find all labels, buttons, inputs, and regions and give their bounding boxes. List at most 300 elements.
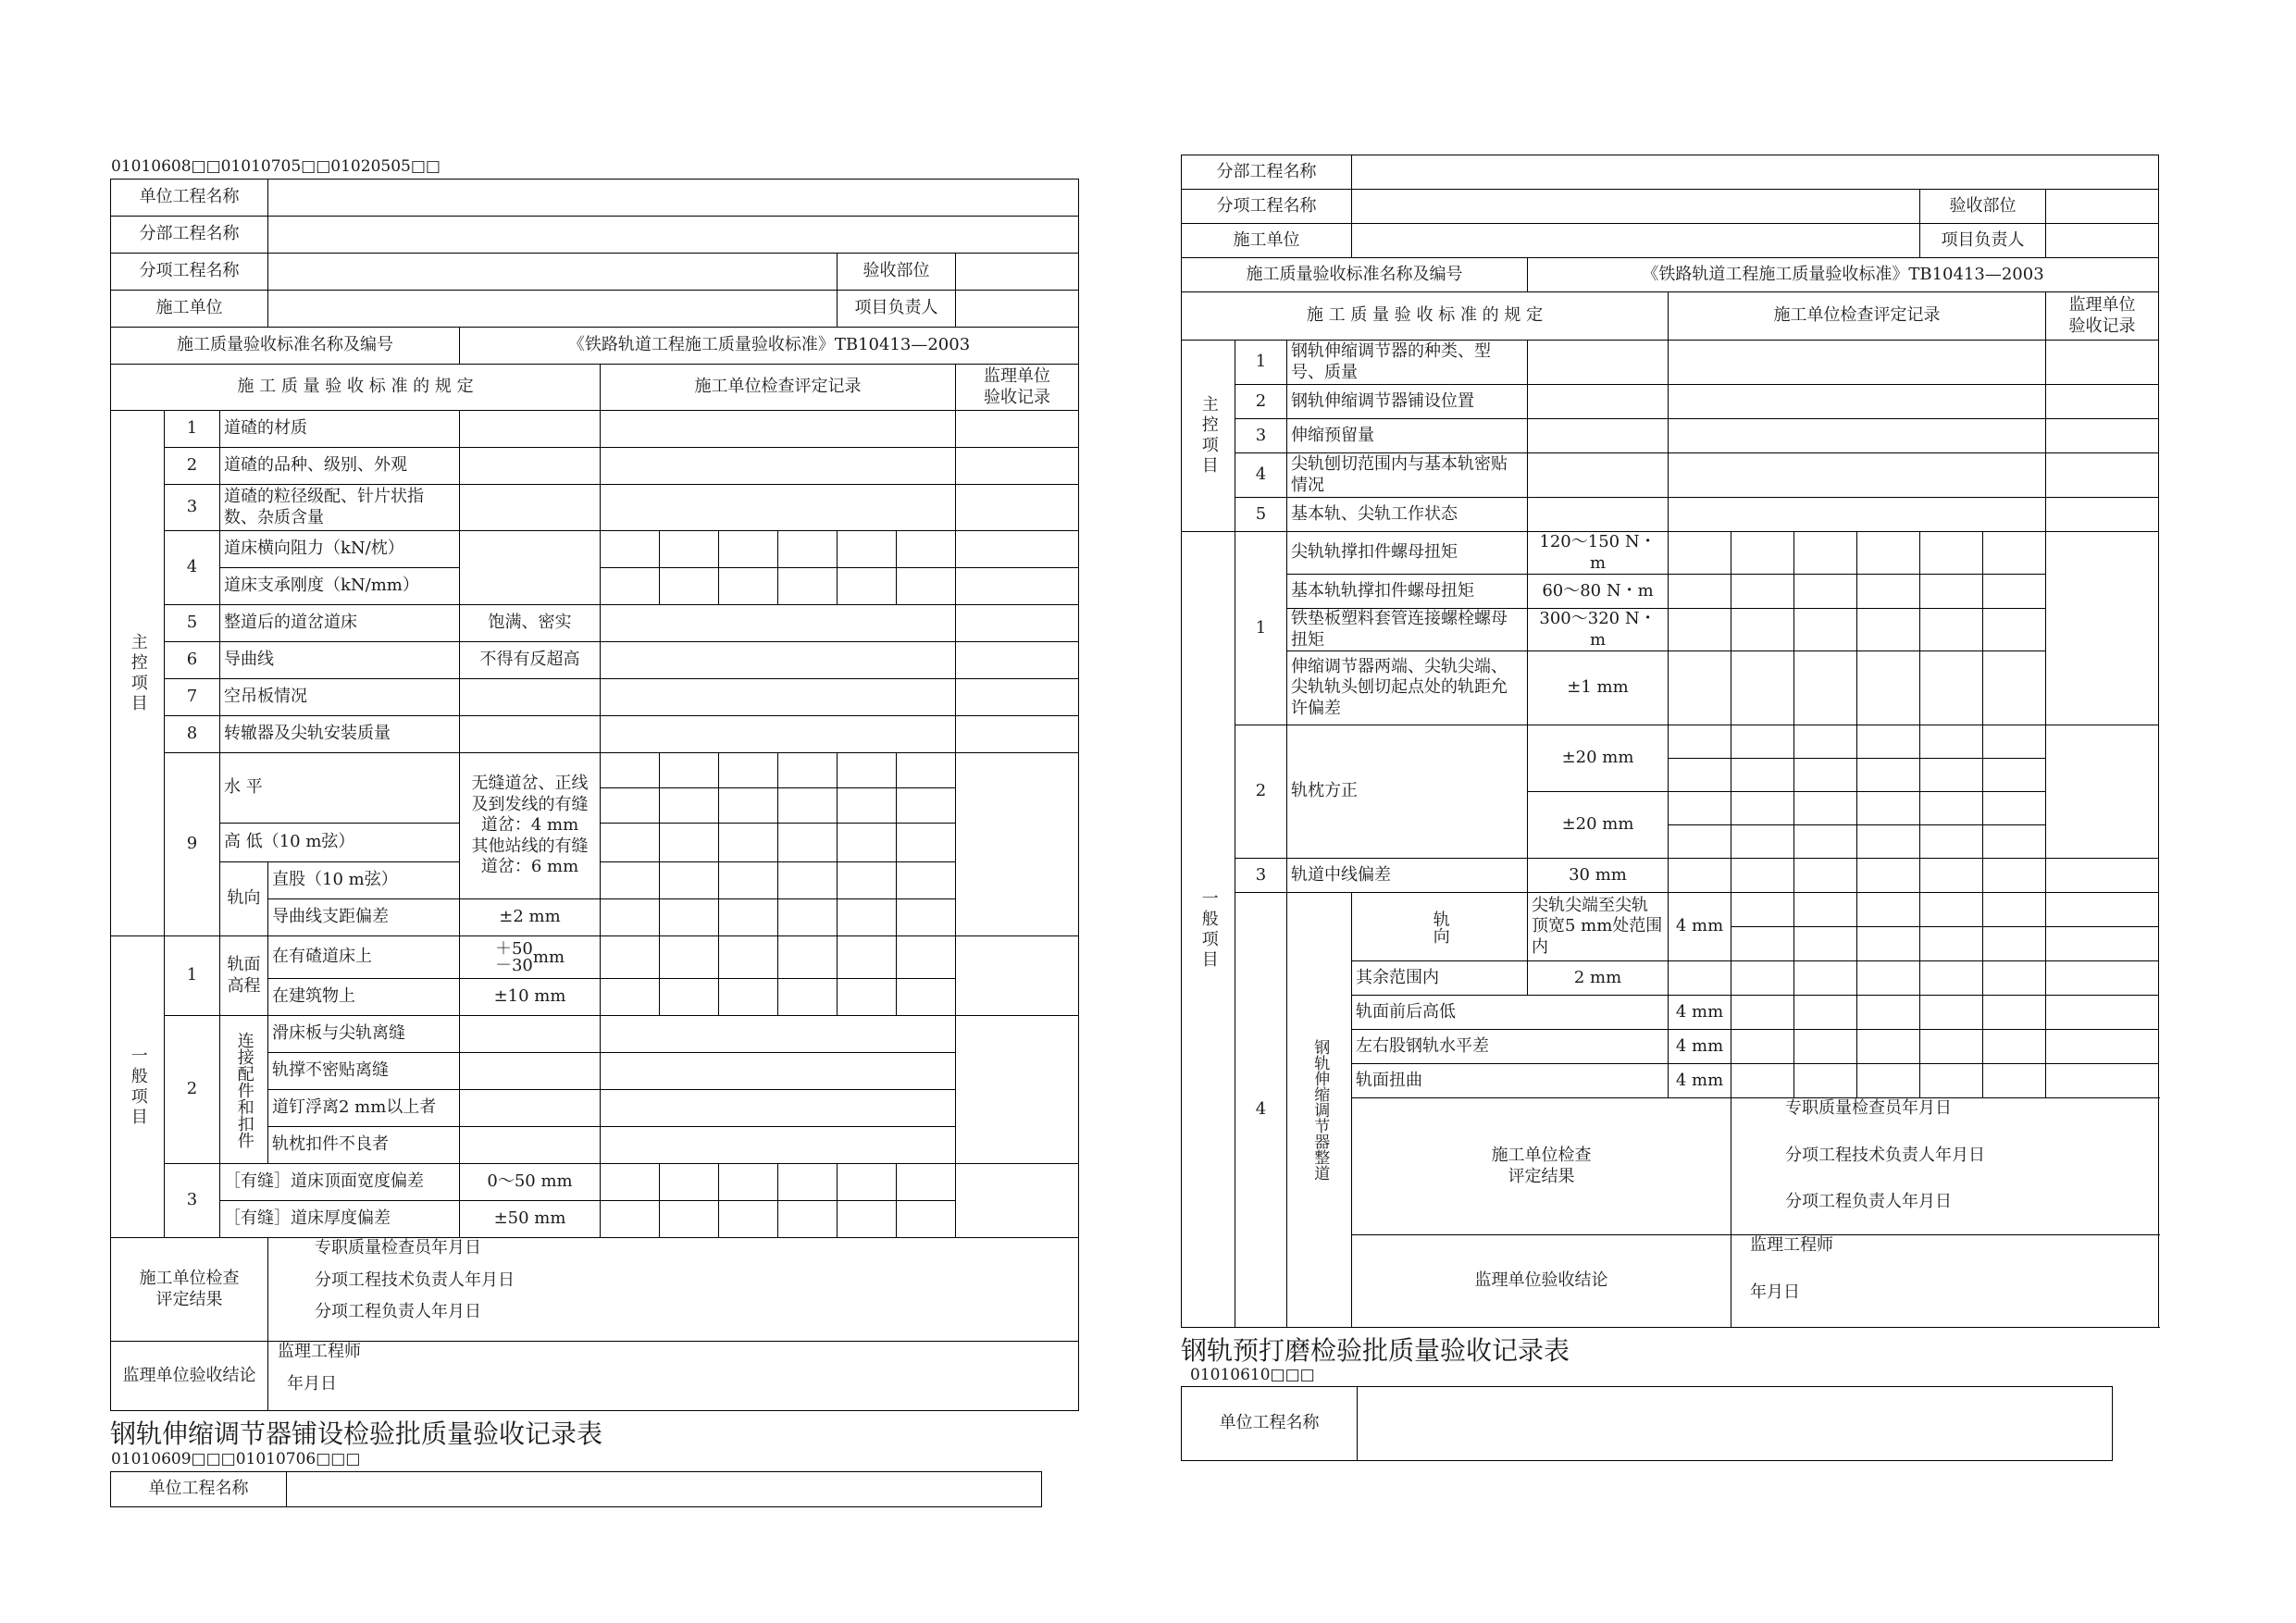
item-name: 空吊板情况 [220,679,460,716]
item-tolerance: 60～80 N・m [1528,575,1669,609]
project-manager-value[interactable] [2046,224,2159,258]
check-cell[interactable] [1669,532,1731,575]
project-manager-label: 项目负责人 [838,291,956,328]
check-cell[interactable] [1669,825,1731,859]
supervisor-cell[interactable] [956,1164,1079,1238]
item-name: 轨撑不密贴离缝 [268,1053,460,1090]
main-control-label: 主控项目 [1182,341,1235,532]
construction-unit-value[interactable] [268,291,838,328]
item-name: 转辙器及尖轨安装质量 [220,716,460,753]
supervisor-header: 监理单位 验收记录 [2046,292,2159,341]
check-cell[interactable] [1983,859,2046,893]
check-cell[interactable] [2046,893,2159,927]
gen4-group [1287,893,1352,1328]
group-label: 轨面高程 [220,936,268,1016]
check-cell[interactable] [1731,759,1794,792]
check-cell[interactable] [1920,893,1983,927]
item-name: 滑床板与尖轨离缝 [268,1016,460,1053]
item-name: 导曲线 [220,642,460,679]
inspection-part-value[interactable] [956,254,1079,291]
spec-header: 施 工 质 量 验 收 标 准 的 规 定 [1182,292,1669,341]
supervisor-cell[interactable] [2046,419,2159,453]
check-cell[interactable] [601,1164,660,1201]
supervisor-cell[interactable] [956,936,1079,1016]
check-cell[interactable] [1857,792,1920,825]
check-cell[interactable] [1731,609,1794,651]
division-project-value[interactable] [268,217,1079,254]
item-no: 1 [165,411,220,448]
check-cell[interactable] [1857,825,1920,859]
check-cell[interactable] [601,642,956,679]
item-tolerance: 4 mm [1669,1030,1731,1064]
check-cell[interactable] [1920,961,1983,996]
check-cell[interactable] [1669,759,1731,792]
check-cell[interactable] [1731,1064,1794,1098]
check-cell[interactable] [660,1164,719,1201]
check-cell[interactable] [1669,453,2046,498]
item-tolerance: ±2 mm [460,899,601,936]
group-label: 钢轨伸缩调节器整道 [1310,1039,1330,1181]
check-cell[interactable] [1983,759,2046,792]
check-cell[interactable] [2046,927,2159,961]
check-cell[interactable] [778,753,838,788]
check-cell[interactable] [1669,651,1731,725]
item-name: 伸缩预留量 [1287,419,1528,453]
check-cell[interactable] [1731,725,1794,759]
check-cell[interactable] [1920,927,1983,961]
check-cell[interactable] [778,1164,838,1201]
check-cell[interactable] [660,824,719,862]
check-cell[interactable] [601,531,660,568]
check-cell[interactable] [719,753,778,788]
item-name: 轨面扭曲 [1352,1064,1669,1098]
check-cell[interactable] [1731,825,1794,859]
check-cell[interactable] [1920,1030,1983,1064]
check-cell[interactable] [601,679,956,716]
item-name: 基本轨、尖轨工作状态 [1287,498,1528,532]
item-name: ［有缝］道床厚度偏差 [220,1201,460,1238]
check-cell[interactable] [838,979,897,1016]
item-no: 6 [165,642,220,679]
check-cell[interactable] [719,936,778,979]
check-cell[interactable] [838,936,897,979]
check-cell[interactable] [1794,725,1857,759]
check-cell[interactable] [601,605,956,642]
check-cell[interactable] [601,1053,956,1090]
check-cell[interactable] [1731,651,1794,725]
check-cell[interactable] [1920,651,1983,725]
check-cell[interactable] [1857,609,1920,651]
check-cell[interactable] [897,936,956,979]
item-lead-line: 分项工程负责人年月日 [315,1302,481,1321]
check-cell[interactable] [601,448,956,485]
check-cell[interactable] [2046,1030,2159,1064]
check-cell[interactable] [1731,996,1794,1030]
item-name: 在有碴道床上 [268,936,460,979]
check-cell[interactable] [1731,1030,1794,1064]
item-name: 在建筑物上 [268,979,460,1016]
supervisor-cell[interactable] [956,411,1079,448]
standard-value: 《铁路轨道工程施工质量验收标准》TB10413—2003 [1528,258,2159,292]
next-form-code: 01010609□□□01010706□□□ [111,1450,361,1468]
item-tolerance: ±10 mm [460,979,601,1016]
supervisor-cell[interactable] [956,448,1079,485]
item-name: 道碴的粒径级配、针片状指数、杂质含量 [220,485,460,531]
check-cell[interactable] [719,1164,778,1201]
item-name: 道床横向阻力（kN/枕） [220,531,460,568]
right-next-table [1181,1386,2113,1461]
check-cell[interactable] [778,899,838,936]
check-cell[interactable] [897,979,956,1016]
item-name: 轨枕扣件不良者 [268,1127,460,1164]
supervisor-cell[interactable] [956,642,1079,679]
check-cell[interactable] [897,753,956,788]
supervisor-cell[interactable] [956,1016,1079,1164]
check-cell[interactable] [897,824,956,862]
check-cell[interactable] [1669,341,2046,385]
item-no: 9 [165,753,220,936]
check-cell[interactable] [1983,1064,2046,1098]
check-cell[interactable] [601,716,956,753]
check-cell[interactable] [660,753,719,788]
result-signatures[interactable] [1731,1098,2159,1235]
check-cell[interactable] [601,1016,956,1053]
check-cell[interactable] [1669,725,1731,759]
item-no: 2 [165,1016,220,1164]
check-cell[interactable] [1857,1064,1920,1098]
check-cell[interactable] [1731,532,1794,575]
inspection-part-label: 验收部位 [1920,190,2046,224]
item-name: 直股（10 m弦） [268,862,460,899]
check-cell[interactable] [601,862,660,899]
check-cell[interactable] [1794,609,1857,651]
check-cell[interactable] [1920,792,1983,825]
check-cell[interactable] [1920,575,1983,609]
tech-lead-line: 分项工程技术负责人年月日 [1785,1145,1985,1165]
right-acceptance-table [1181,155,2159,1328]
supervisor-cell[interactable] [956,716,1079,753]
check-cell[interactable] [897,1164,956,1201]
check-cell[interactable] [778,824,838,862]
check-cell[interactable] [1920,759,1983,792]
inspection-part-label: 验收部位 [838,254,956,291]
check-cell[interactable] [1669,792,1731,825]
check-cell[interactable] [1794,893,1857,927]
check-cell[interactable] [1983,927,2046,961]
item-name: 水 平 [220,753,460,824]
item-no: 8 [165,716,220,753]
check-cell[interactable] [660,979,719,1016]
item-tolerance: 4 mm [1669,893,1731,961]
item-no: 1 [165,936,220,1016]
check-cell[interactable] [1983,996,2046,1030]
supervisor-cell[interactable] [956,605,1079,642]
check-cell[interactable] [838,1201,897,1238]
check-cell[interactable] [1983,961,2046,996]
item-tolerance: 无缝道岔、正线及到发线的有缝道岔：4 mm 其他站线的有缝道岔：6 mm [460,753,601,899]
item-name: 其余范围内 [1352,961,1528,996]
check-cell[interactable] [1920,532,1983,575]
item-no: 3 [1235,859,1287,893]
project-manager-value[interactable] [956,291,1079,328]
group-label: 连接配件和扣件 [220,1016,268,1164]
supervisor-cell[interactable] [956,531,1079,568]
check-cell[interactable] [719,788,778,824]
item-name: 高 低（10 m弦） [220,824,460,862]
check-cell[interactable] [1857,725,1920,759]
item-tolerance: 0～50 mm [460,1164,601,1201]
check-cell[interactable] [601,411,956,448]
item-name: 尖轨刨切范围内与基本轨密贴情况 [1287,453,1528,498]
check-cell[interactable] [1794,859,1857,893]
supervisor-label: 监理单位验收结论 [111,1342,268,1411]
check-cell[interactable] [1794,792,1857,825]
construction-unit-value[interactable] [1352,224,1920,258]
check-cell[interactable] [1794,651,1857,725]
item-project-label: 分项工程名称 [111,254,268,291]
unit-project-value[interactable] [1358,1387,2113,1461]
check-cell[interactable] [778,862,838,899]
check-cell[interactable] [1794,1030,1857,1064]
supervisor-cell[interactable] [956,753,1079,936]
supervisor-cell[interactable] [2046,498,2159,532]
check-cell[interactable] [1857,532,1920,575]
check-cell[interactable] [1983,725,2046,759]
check-cell[interactable] [838,1164,897,1201]
general-label: 一般项目 [1182,532,1235,1328]
check-cell[interactable] [1857,859,1920,893]
result-signatures[interactable] [268,1238,1079,1342]
check-cell[interactable] [1857,996,1920,1030]
check-cell[interactable] [897,862,956,899]
supervisor-cell[interactable] [956,568,1079,605]
check-cell[interactable] [778,568,838,605]
spec-header: 施 工 质 量 验 收 标 准 的 规 定 [111,365,601,411]
check-cell[interactable] [2046,996,2159,1030]
item-no: 2 [1235,725,1287,859]
check-cell[interactable] [601,1201,660,1238]
check-cell[interactable] [1731,575,1794,609]
check-cell[interactable] [1731,961,1794,996]
supervisor-cell[interactable] [2046,385,2159,419]
item-tolerance: ±50 mm [460,1201,601,1238]
check-cell[interactable] [1669,859,1731,893]
check-cell[interactable] [1857,961,1920,996]
unit-project-value[interactable] [268,180,1079,217]
check-cell[interactable] [1983,792,2046,825]
check-cell[interactable] [719,899,778,936]
supervisor-header: 监理单位 验收记录 [956,365,1079,411]
check-cell[interactable] [660,568,719,605]
check-cell[interactable] [897,531,956,568]
item-name: 导曲线支距偏差 [268,899,460,936]
check-cell[interactable] [897,568,956,605]
check-cell[interactable] [601,788,660,824]
supervisor-signatures[interactable] [1731,1235,2159,1328]
item-name: 铁垫板塑料套管连接螺栓螺母扭矩 [1287,609,1528,651]
item-no: 5 [1235,498,1287,532]
check-cell[interactable] [1794,961,1857,996]
check-cell[interactable] [1731,893,1794,927]
next-form-title: 钢轨预打磨检验批质量验收记录表 [1181,1335,1570,1366]
supervisor-cell[interactable] [2046,341,2159,385]
check-cell[interactable] [778,788,838,824]
check-cell[interactable] [778,979,838,1016]
check-cell[interactable] [660,788,719,824]
check-cell[interactable] [601,936,660,979]
item-project-label: 分项工程名称 [1182,190,1352,224]
check-cell[interactable] [1983,651,2046,725]
check-cell[interactable] [1669,385,2046,419]
check-cell[interactable] [1731,859,1794,893]
check-cell[interactable] [1669,419,2046,453]
check-cell[interactable] [1794,1064,1857,1098]
check-cell[interactable] [601,824,660,862]
check-cell[interactable] [838,568,897,605]
check-cell[interactable] [2046,1064,2159,1098]
division-project-label: 分部工程名称 [111,217,268,254]
unit-project-label: 单位工程名称 [1182,1387,1358,1461]
item-name: 钢轨伸缩调节器铺设位置 [1287,385,1528,419]
item-name: 钢轨伸缩调节器的种类、型号、质量 [1287,341,1528,385]
item-name: 整道后的道岔道床 [220,605,460,642]
check-cell[interactable] [838,824,897,862]
check-cell[interactable] [897,899,956,936]
item-tolerance: 饱满、密实 [460,605,601,642]
check-cell[interactable] [1669,575,1731,609]
check-cell[interactable] [1983,893,2046,927]
item-tolerance [460,936,601,979]
item-tolerance: 120～150 N・m [1528,532,1669,575]
check-cell[interactable] [1983,825,2046,859]
check-cell[interactable] [1794,575,1857,609]
check-cell[interactable] [838,753,897,788]
check-cell[interactable] [1731,792,1794,825]
supervisor-cell[interactable] [2046,859,2159,893]
check-cell[interactable] [660,936,719,979]
supervisor-cell[interactable] [2046,725,2159,859]
check-cell[interactable] [778,1201,838,1238]
check-cell[interactable] [601,979,660,1016]
check-header: 施工单位检查评定记录 [601,365,956,411]
check-cell[interactable] [1920,609,1983,651]
check-cell[interactable] [660,531,719,568]
check-cell[interactable] [1669,498,2046,532]
check-cell[interactable] [660,899,719,936]
division-project-value[interactable] [1352,155,2159,190]
check-cell[interactable] [601,899,660,936]
inspection-part-value[interactable] [2046,190,2159,224]
check-cell[interactable] [778,936,838,979]
date-line: 年月日 [1750,1282,1800,1302]
check-cell[interactable] [838,899,897,936]
check-cell[interactable] [1920,825,1983,859]
supervisor-cell[interactable] [956,485,1079,531]
check-cell[interactable] [601,568,660,605]
construction-unit-label: 施工单位 [111,291,268,328]
supervisor-cell[interactable] [956,679,1079,716]
check-cell[interactable] [1669,961,1731,996]
check-cell[interactable] [778,531,838,568]
supervisor-signatures[interactable] [268,1342,1079,1411]
item-no: 4 [1235,893,1287,1328]
check-cell[interactable] [1794,532,1857,575]
unit-project-value[interactable] [287,1472,1042,1507]
next-form-title: 钢轨伸缩调节器铺设检验批质量验收记录表 [110,1419,603,1449]
check-cell[interactable] [897,788,956,824]
check-cell[interactable] [719,824,778,862]
check-cell[interactable] [838,531,897,568]
item-no: 3 [165,1164,220,1238]
check-cell[interactable] [660,1201,719,1238]
check-cell[interactable] [601,1090,956,1127]
check-cell[interactable] [1669,609,1731,651]
item-tolerance: 4 mm [1669,1064,1731,1098]
date-line: 年月日 [287,1373,337,1394]
item-no: 2 [165,448,220,485]
item-name: 轨面前后高低 [1352,996,1669,1030]
supervisor-cell[interactable] [2046,453,2159,498]
item-name: 左右股钢轨水平差 [1352,1030,1669,1064]
check-cell[interactable] [1857,893,1920,927]
check-cell[interactable] [1794,759,1857,792]
check-cell[interactable] [1983,532,2046,575]
check-cell[interactable] [838,788,897,824]
check-cell[interactable] [1920,996,1983,1030]
check-cell[interactable] [1794,825,1857,859]
check-cell[interactable] [897,1201,956,1238]
check-cell[interactable] [1794,996,1857,1030]
item-tolerance: 2 mm [1528,961,1669,996]
check-cell[interactable] [719,862,778,899]
check-cell[interactable] [1920,725,1983,759]
check-cell[interactable] [1857,651,1920,725]
left-next-table [110,1471,1042,1507]
check-cell[interactable] [1920,1064,1983,1098]
check-cell[interactable] [838,862,897,899]
check-cell[interactable] [1731,927,1794,961]
check-cell[interactable] [719,979,778,1016]
supervisor-cell[interactable] [2046,532,2159,725]
check-cell[interactable] [1983,1030,2046,1064]
check-cell[interactable] [1857,1030,1920,1064]
check-cell[interactable] [601,1127,956,1164]
item-project-value[interactable] [268,254,838,291]
item-name: 道碴的品种、级别、外观 [220,448,460,485]
check-cell[interactable] [660,862,719,899]
check-cell[interactable] [1857,759,1920,792]
qc-inspector-line: 专职质量检查员年月日 [315,1238,481,1258]
check-cell[interactable] [1983,609,2046,651]
item-project-value[interactable] [1352,190,1920,224]
check-cell[interactable] [1857,575,1920,609]
check-cell[interactable] [601,753,660,788]
check-cell[interactable] [1983,575,2046,609]
item-no: 1 [1235,341,1287,385]
standard-label: 施工质量验收标准名称及编号 [1182,258,1528,292]
check-cell[interactable] [601,485,956,531]
left-acceptance-table [110,179,1079,1411]
engineer-line: 监理工程师 [278,1342,361,1361]
item-tolerance: 不得有反超高 [460,642,601,679]
check-cell[interactable] [719,531,778,568]
check-cell[interactable] [1857,927,1920,961]
check-cell[interactable] [1920,859,1983,893]
check-cell[interactable] [1794,927,1857,961]
check-cell[interactable] [719,1201,778,1238]
item-no: 1 [1235,532,1287,725]
check-cell[interactable] [719,568,778,605]
